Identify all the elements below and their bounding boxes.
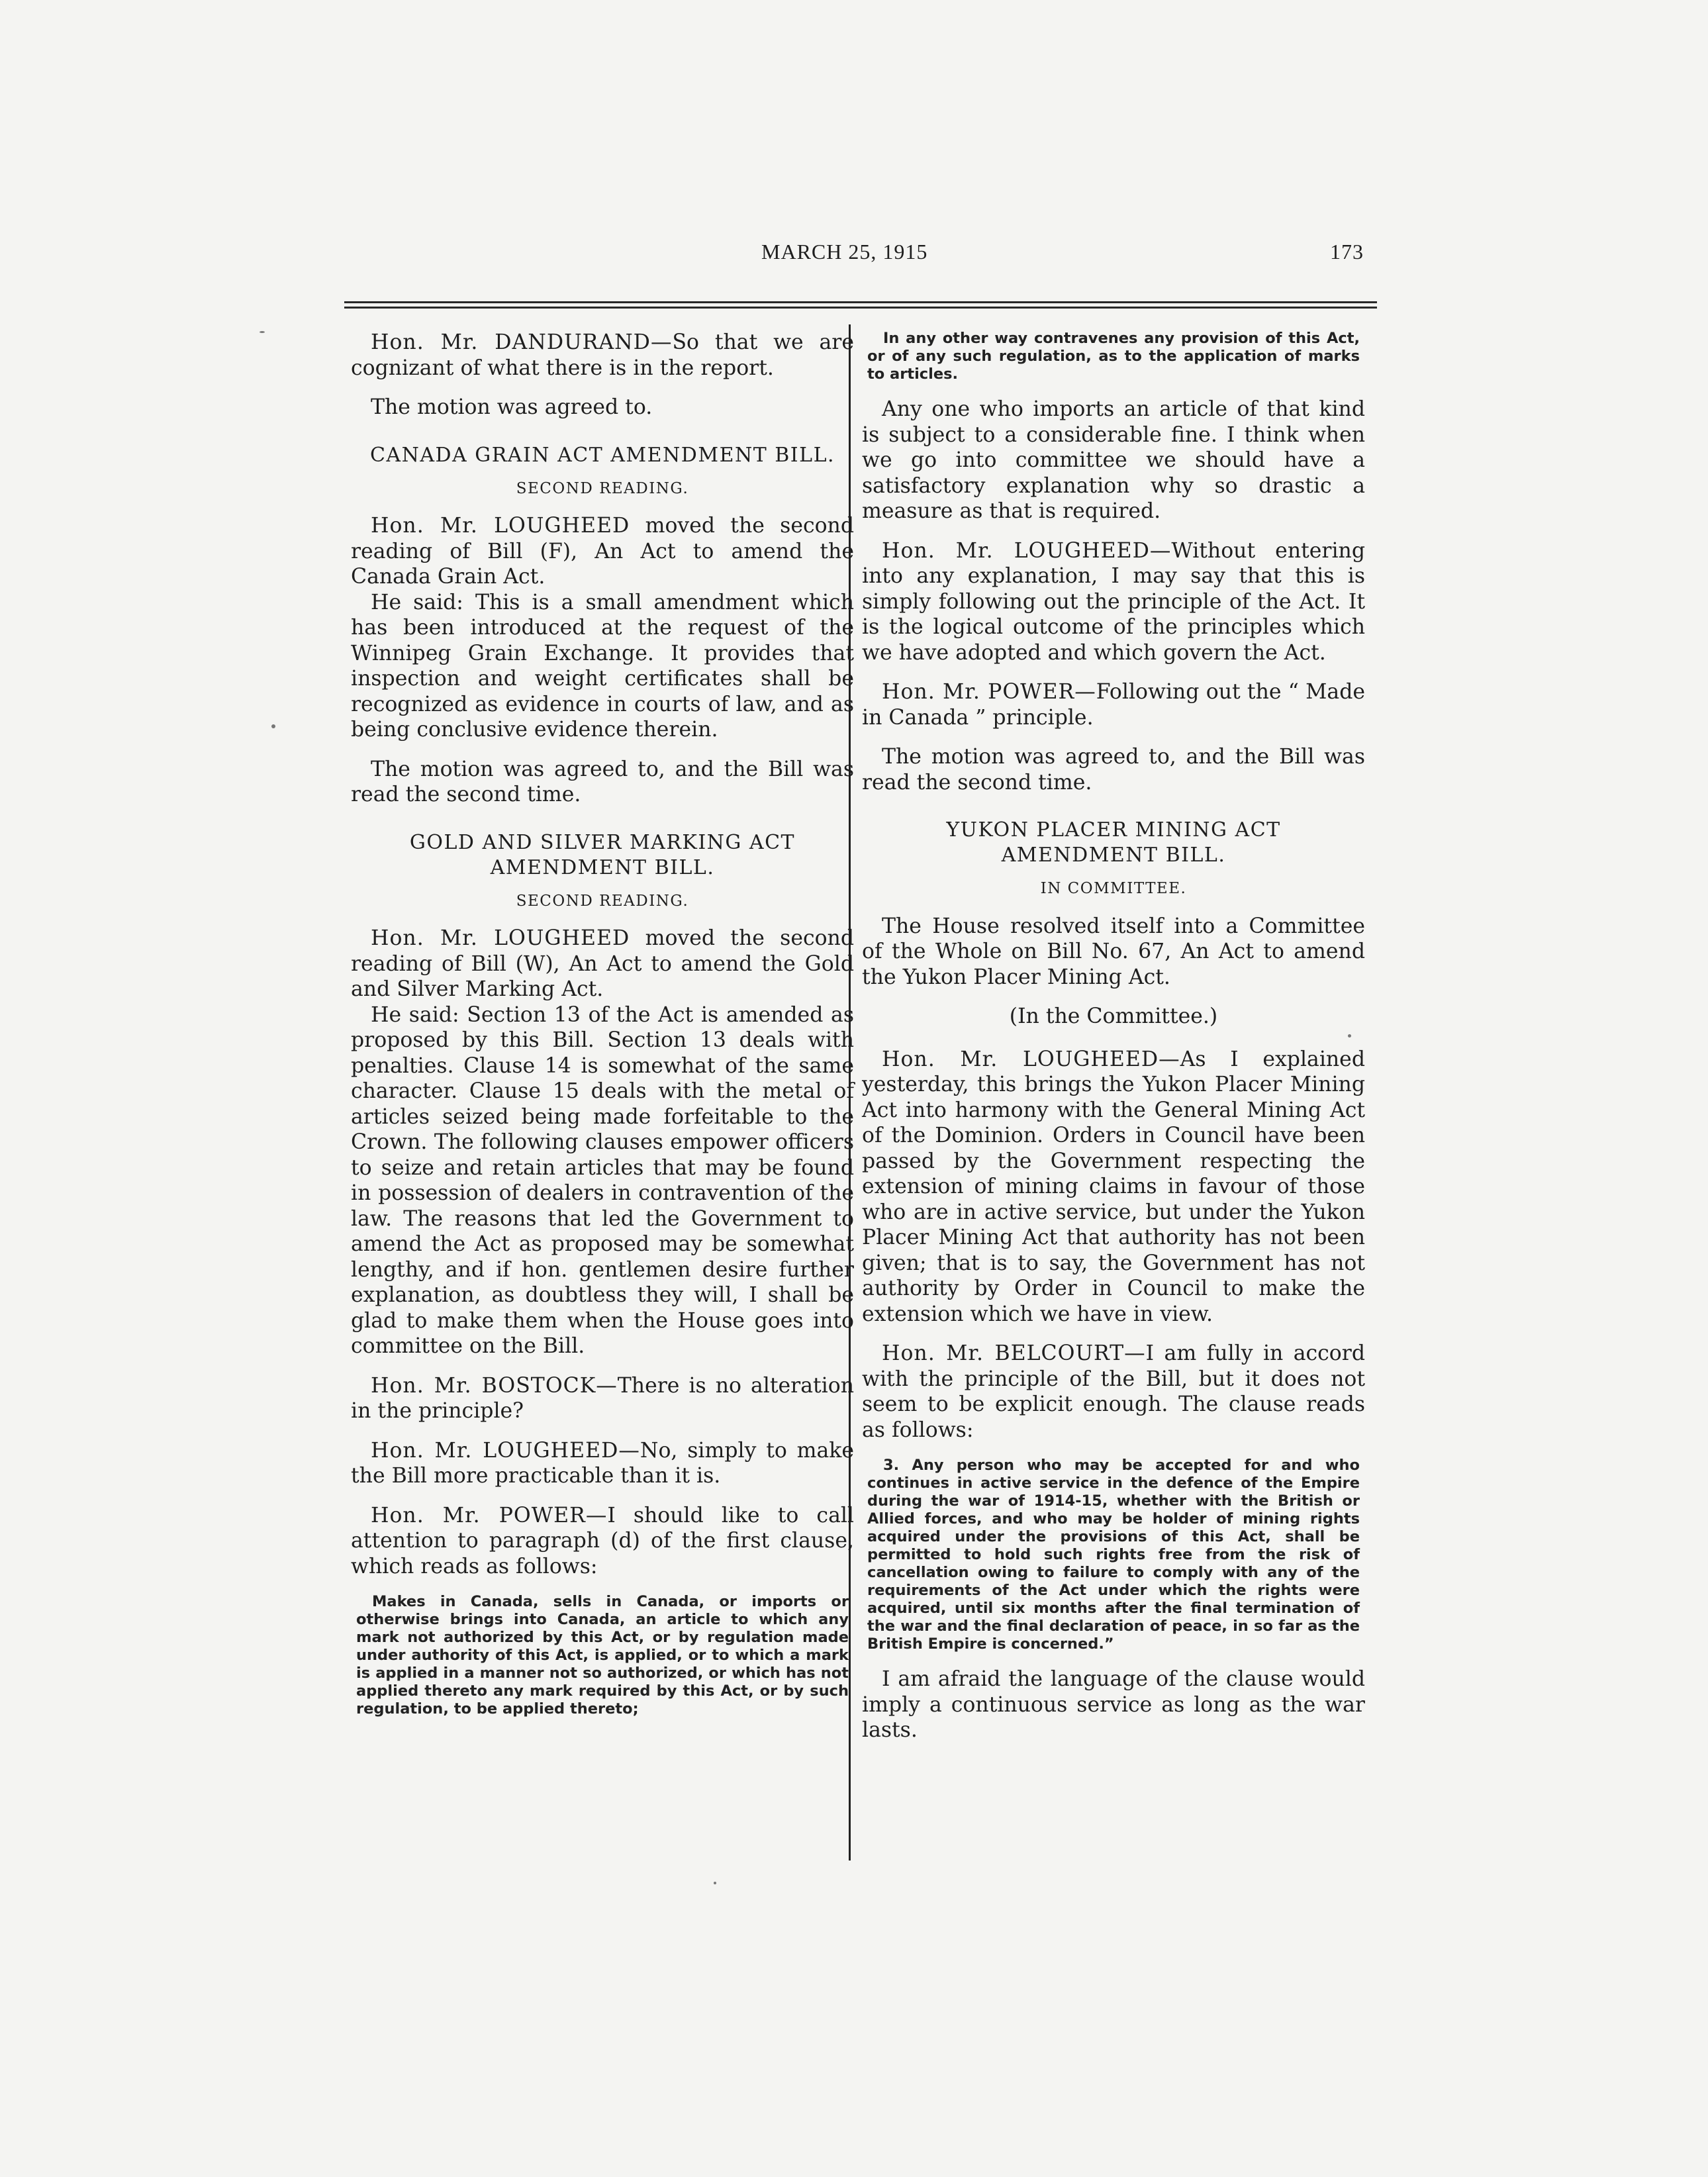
section-heading: CANADA GRAIN ACT AMENDMENT BILL. — [369, 443, 835, 467]
speech-text: There is no alteration in the principle? — [351, 1373, 854, 1423]
speaker-name: Hon. Mr. LOUGHEED— — [882, 1047, 1180, 1071]
page-date: MARCH 25, 1915 — [761, 240, 928, 264]
scan-speck — [714, 1882, 716, 1884]
speaker-name: Hon. Mr. POWER— — [882, 680, 1096, 704]
left-column — [351, 330, 854, 1731]
paragraph: I am afraid the language of the clause would imply a continuous service as long as the war lasts. — [862, 1667, 1365, 1742]
speech-text: moved the second reading of Bill (W), An Act to amend the Gold and Silver Marking Act. — [351, 926, 855, 1001]
section-subheading: IN COMMITTEE. — [1040, 880, 1187, 897]
speaker-name: Hon. Mr. BOSTOCK— — [371, 1373, 618, 1398]
speech-text: moved the second reading of Bill (F), An Act to amend the Canada Grain Act. — [351, 514, 855, 589]
speech-text: No, simply to make the Bill more practicable than it is. — [351, 1438, 854, 1488]
paragraph: The motion was agreed to, and the Bill was read the second time. — [862, 745, 1365, 795]
speaker-name: Hon. Mr. DANDURAND— — [371, 330, 673, 354]
scan-speck — [271, 724, 275, 728]
paragraph — [351, 1373, 854, 1424]
section-subheading: SECOND READING. — [516, 479, 689, 497]
speaker-name: Hon. Mr. LOUGHEED— — [882, 538, 1172, 563]
speech-text: Following out the “ Made in Canada ” principle. — [862, 680, 1366, 730]
speech-text: As I explained yesterday, this brings the Yukon Placer Mining Act into harmony with the General Mining Act of the Dominion. Orders in Council have been passed by the Government respecting the extension of mining claims in favour of those who are in active service, but under the Yukon Placer Mining Act that authority has not been given; that is to say, the Government has not authority by Order in Council to make the extension which we have in view. — [862, 1047, 1365, 1326]
speaker-name: Hon. Mr. LOUGHEED — [371, 926, 630, 950]
speaker-name: Hon. Mr. POWER— — [371, 1503, 608, 1527]
header-rule-top — [344, 301, 1377, 303]
paragraph: The motion was agreed to, and the Bill was read the second time. — [351, 757, 854, 806]
speaker-name: Hon. Mr. LOUGHEED — [371, 514, 630, 538]
scan-speck — [260, 331, 265, 333]
paragraph: He said: This is a small amendment which has been introduced at the request of the Winnipeg Grain Exchange. It provides that inspection and weight certificates shall be recognized as evidence in courts of law, and as being conclusive evidence therein. — [351, 590, 854, 742]
committee-note: (In the Committee.) — [1009, 1004, 1218, 1028]
paragraph: Any one who imports an article of that kind is subject to a considerable fine. I think when we go into committee we should have a satisfactory explanation why so drastic a measure as that is required. — [862, 397, 1365, 523]
paragraph: He said: Section 13 of the Act is amended as proposed by this Bill. Section 13 deals with penalties. Clause 14 is somewhat of the same character. Clause 15 deals with the metal of articles seized being made forfeitable to the Crown. The following clauses empower officers to seize and retain articles that may be found in possession of dealers in contravention of the law. The reasons that led the Government to amend the Act as proposed may be somewhat lengthy, and if hon. gentlemen desire further explanation, as doubtless they will, I shall be glad to make them when the House goes into committee on the Bill. — [351, 1002, 854, 1358]
speech-text: I am fully in accord with the principle of the Bill, but it does not seem to be explicit enough. The clause reads as follows: — [862, 1341, 1365, 1442]
quoted-clause: Makes in Canada, sells in Canada, or imports or otherwise brings into Canada, an article to which any mark not authorized by this Act, or by regulation made under authority of this Act, is applied, or to which a mark is applied in a manner not so authorized, or which has not applied thereto any mark required by this Act, or by such regulation, to be applied thereto; — [356, 1593, 849, 1717]
section-heading: GOLD AND SILVER MARKING ACT AMENDMENT BILL. — [409, 830, 796, 879]
paragraph — [351, 330, 854, 381]
paragraph: The motion was agreed to. — [371, 395, 653, 419]
speech-text: I should like to call attention to paragraph (d) of the first clause, which reads as follows: — [351, 1503, 855, 1578]
paragraph — [862, 1341, 1365, 1443]
speaker-name: Hon. Mr. LOUGHEED— — [371, 1438, 640, 1463]
right-column — [862, 330, 1365, 1757]
paragraph: The House resolved itself into a Committee of the Whole on Bill No. 67, An Act to amend the Yukon Placer Mining Act. — [862, 914, 1365, 989]
scan-speck — [1348, 1034, 1351, 1038]
speech-text: Without entering into any explanation, I may say that this is simply following out the principle of the Act. It is the logical outcome of the principles which we have adopted and which govern the Act. — [862, 538, 1365, 665]
paragraph — [351, 1503, 854, 1580]
page-number: 173 — [1330, 240, 1364, 264]
section-heading: YUKON PLACER MINING ACT AMENDMENT BILL. — [946, 818, 1281, 867]
speech-text: So that we are cognizant of what there is in the report. — [351, 330, 854, 380]
paragraph — [862, 1047, 1365, 1328]
quoted-clause: 3. Any person who may be accepted for and who continues in active service in the defence of the Empire during the war of 1914-15, whether with the British or Allied forces, and who may be holder of mining rights acquired under the provisions of this Act, shall be permitted to hold such rights free from the risk of cancellation owing to failure to comply with any of the requirements of the Act under which the rights were acquired, until six months after the final termination of the war and the final declaration of peace, in so far as the British Empire is concerned.” — [867, 1457, 1360, 1653]
speaker-name: Hon. Mr. BELCOURT— — [882, 1341, 1146, 1365]
paragraph — [862, 679, 1365, 730]
quoted-clause: In any other way contravenes any provision of this Act, or of any such regulation, as to the application of marks to articles. — [867, 330, 1360, 383]
paragraph — [351, 1438, 854, 1489]
paragraph — [862, 538, 1365, 666]
paragraph — [351, 926, 854, 1002]
running-head — [344, 240, 1364, 273]
header-rule-bottom — [344, 307, 1377, 309]
paragraph — [351, 513, 854, 590]
section-subheading: SECOND READING. — [516, 892, 689, 910]
